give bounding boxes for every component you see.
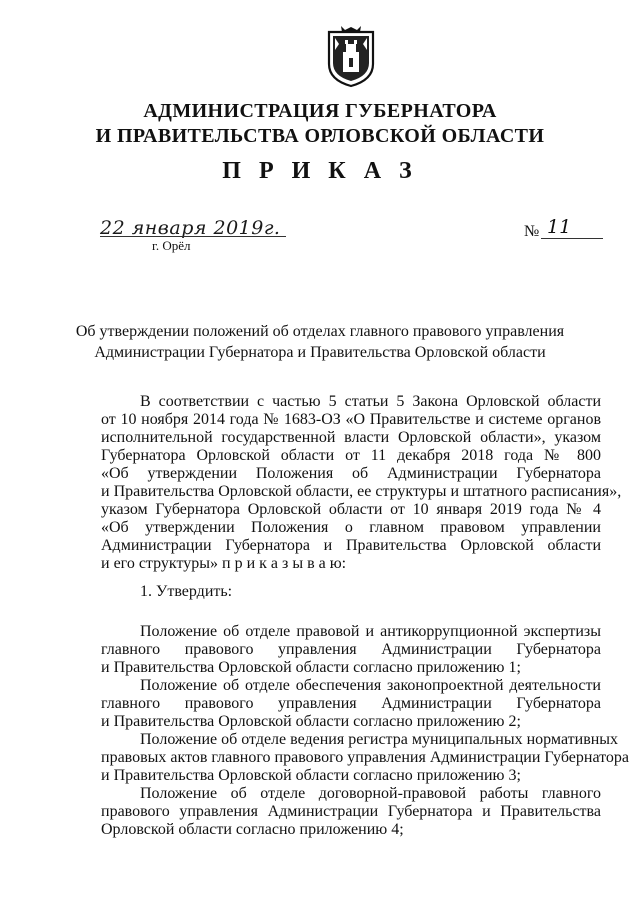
handwritten-number: 11 xyxy=(547,216,572,238)
text-line: и Правительства Орловской области согласно приложению 3; xyxy=(101,767,521,784)
text-line: и Правительства Орловской области согласно приложению 1; xyxy=(101,659,521,676)
date-underline xyxy=(100,236,286,237)
text-line: Губернатора Орловской области от 11 декабря 2018 года № 800 xyxy=(101,447,601,464)
text-line: Положение об отделе договорной-правовой работы главного xyxy=(140,785,601,802)
city-label: г. Орёл xyxy=(152,238,191,253)
text-line: Положение об отделе ведения регистра муниципальных нормативных xyxy=(140,731,619,748)
subject-line: Об утверждении положений об отделах главного правового управления xyxy=(75,323,565,340)
item-1-heading: 1. Утвердить: xyxy=(140,583,233,600)
text-line: указом Губернатора Орловской области от 10 января 2019 года № 4 xyxy=(101,501,601,518)
text-line: «Об утверждении Положения об Администрации Губернатора xyxy=(101,465,601,482)
text-line: Администрации Губернатора и Правительства Орловской области xyxy=(101,537,601,554)
number-underline xyxy=(541,238,603,239)
handwritten-date: 22 января 2019г. xyxy=(100,217,281,239)
text-line: правовых актов главного правового управления Администрации Губернатора xyxy=(101,749,630,766)
text-line: В соответствии с частью 5 статьи 5 Закона Орловской области xyxy=(140,393,601,410)
text-line: и его структуры» п р и к а з ы в а ю: xyxy=(101,555,347,572)
positions-paragraph xyxy=(101,623,630,839)
text-line: и Правительства Орловской области согласно приложению 2; xyxy=(101,713,521,730)
text-line: Положение об отделе правовой и антикоррупционной экспертизы xyxy=(140,623,601,640)
text-line: исполнительной государственной власти Орловской области», указом xyxy=(101,429,601,446)
preamble-paragraph xyxy=(101,393,622,573)
text-line: Орловской области согласно приложению 4; xyxy=(101,821,404,838)
text-line: «Об утверждении Положения о главном правовом управлении xyxy=(101,519,601,536)
text-line: Положение об отделе обеспечения законопроектной деятельности xyxy=(140,677,601,694)
text-line: от 10 ноября 2014 года № 1683-ОЗ «О Правительстве и системе органов xyxy=(101,411,601,428)
org-title-line1: АДМИНИСТРАЦИЯ ГУБЕРНАТОРА xyxy=(143,100,497,122)
coat-of-arms-icon xyxy=(325,24,377,88)
text-line: и Правительства Орловской области, ее структуры и штатного расписания», xyxy=(101,483,622,500)
subject-line: Администрации Губернатора и Правительства Орловской области xyxy=(94,344,546,361)
org-title-line2: И ПРАВИТЕЛЬСТВА ОРЛОВСКОЙ ОБЛАСТИ xyxy=(95,125,545,147)
text-line: правового управления Администрации Губернатора и Правительства xyxy=(101,803,601,820)
number-label: № xyxy=(524,223,540,240)
text-line: главного правового управления Администрации Губернатора xyxy=(101,695,601,712)
document-type-title: П Р И К А З xyxy=(222,158,418,184)
document-subject xyxy=(0,321,640,363)
text-line: главного правового управления Администрации Губернатора xyxy=(101,641,601,658)
